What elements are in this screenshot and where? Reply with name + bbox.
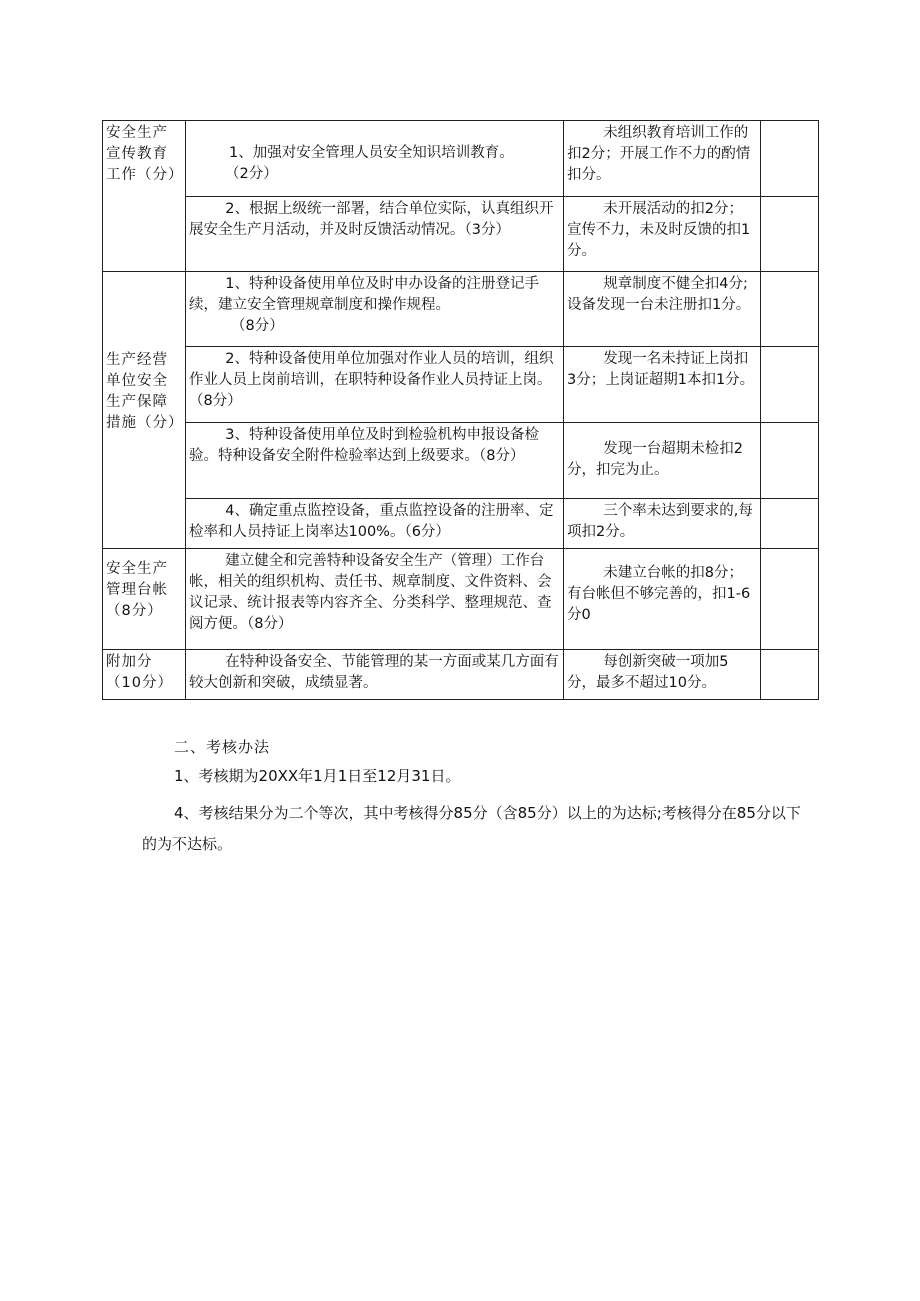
deduction-cell: 未建立台帐的扣8分；有台帐但不够完善的，扣1-6分0 [564,549,761,650]
content-cell: 3、特种设备使用单位及时到检验机构申报设备检验。特种设备安全附件检验率达到上级要求。（8分） [186,423,564,499]
score-cell [761,549,819,650]
item-points: （8分） [231,318,284,334]
deduction-cell: 未开展活动的扣2分；宣传不力，未及时反馈的扣1分。 [564,197,761,272]
content-cell [186,121,564,197]
item-text: 1、加强对安全管理人员安全知识培训教育。 [229,145,514,161]
score-cell [761,272,819,347]
table-row [103,549,819,650]
content-cell: 在特种设备安全、节能管理的某一方面或某几方面有较大创新和突破，成绩显著。 [186,650,564,700]
deduction-cell: 规章制度不健全扣4分;设备发现一台未注册扣1分。 [564,272,761,347]
score-cell [761,121,819,197]
deduction-cell: 未组织教育培训工作的扣2分；开展工作不力的酌情扣分。 [564,121,761,197]
content-cell [186,272,564,347]
item-text: 1、特种设备使用单位及时申办设备的注册登记手续，建立安全管理规章制度和操作规程。 [189,276,539,313]
assessment-item-1: 1、考核期为20XX年1月1日至12月31日。 [174,767,461,785]
score-cell [761,347,819,423]
deduction-cell: 每创新突破一项加5分，最多不超过10分。 [564,650,761,700]
score-cell [761,197,819,272]
table-row [103,121,819,197]
content-cell: 2、根据上级统一部署，结合单位实际，认真组织开展安全生产月活动，并及时反馈活动情况。（3分） [186,197,564,272]
score-cell [761,650,819,700]
score-cell [761,423,819,499]
score-cell [761,499,819,549]
category-cell: 安全生产管理台帐（8分） [103,549,186,650]
deduction-cell: 发现一台超期未检扣2分，扣完为止。 [564,423,761,499]
deduction-cell: 发现一名未持证上岗扣3分；上岗证超期1本扣1分。 [564,347,761,423]
table-row [103,347,819,423]
scoring-table [102,120,819,700]
content-cell: 4、确定重点监控设备，重点监控设备的注册率、定检率和人员持证上岗率达100%。（6分） [186,499,564,549]
section-heading: 二、考核办法 [174,738,271,756]
deduction-cell: 三个率未达到要求的,每项扣2分。 [564,499,761,549]
category-cell: 附加分（10分） [103,650,186,700]
content-cell: 建立健全和完善特种设备安全生产（管理）工作台帐，相关的组织机构、责任书、规章制度、文件资料、会议记录、统计报表等内容齐全、分类科学、整理规范、查阅方便。（8分） [186,549,564,650]
item-points: （2分） [225,166,278,182]
content-cell: 2、特种设备使用单位加强对作业人员的培训，组织作业人员上岗前培训，在职特种设备作业人员持证上岗。（8分） [186,347,564,423]
category-cell: 安全生产宣传教育工作（分） [103,121,186,272]
table-row [103,423,819,499]
assessment-item-4: 4、考核结果分为二个等次，其中考核得分85分（含85分）以上的为达标;考核得分在85分以下的为不达标。 [142,804,801,853]
table-row [103,197,819,272]
category-cell: 生产经营单位安全生产保障措施（分） [103,272,186,549]
table-row [103,650,819,700]
table-row [103,499,819,549]
table-row [103,272,819,347]
